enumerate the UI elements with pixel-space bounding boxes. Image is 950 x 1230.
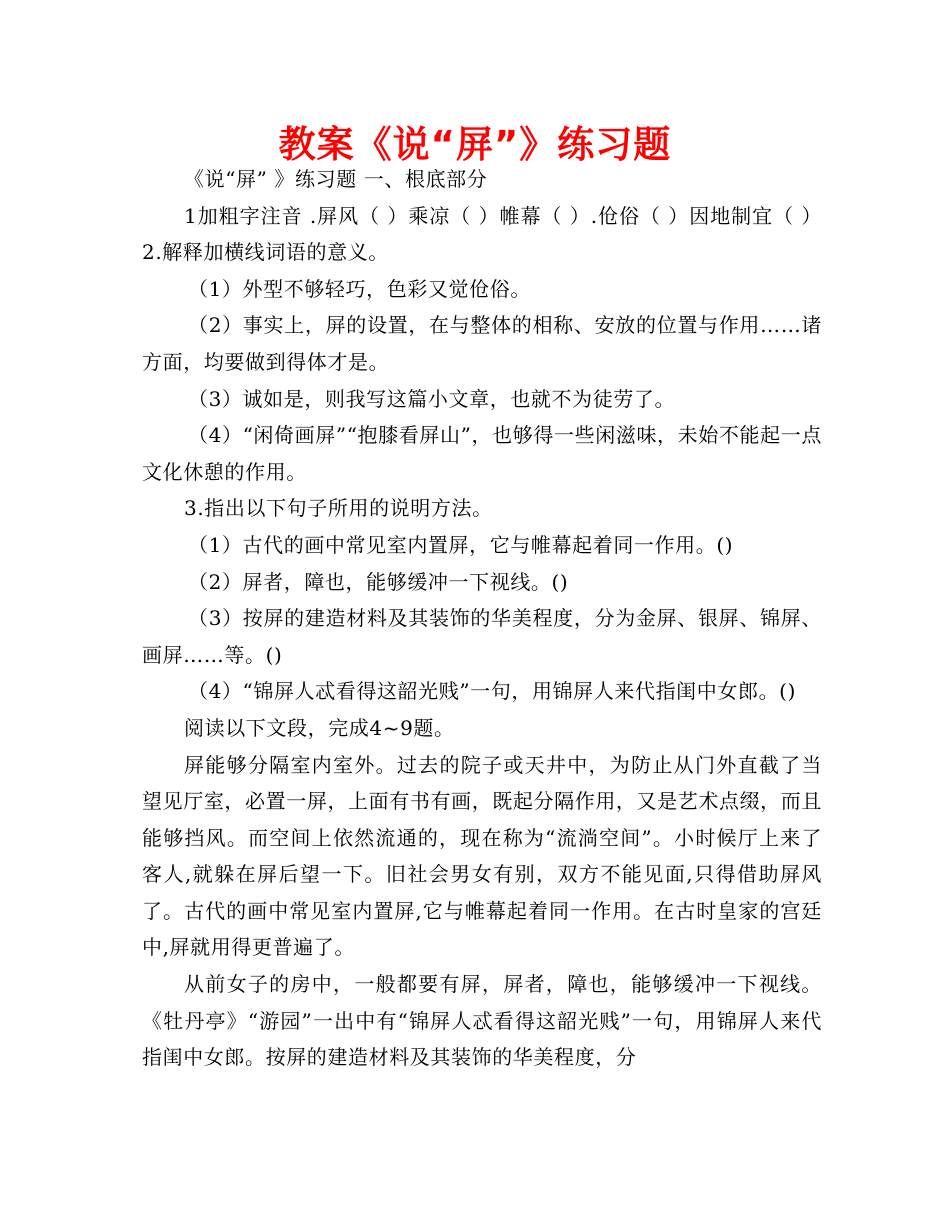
question-2-item-4: （4）“闲倚画屏”“抱膝看屏山”，也够得一些闲滋味，未始不能起一点文化休憩的作用。 — [142, 423, 822, 484]
question-3-item-4: （4）“锦屏人忒看得这韶光贱”一句，用锦屏人来代指闺中女郎。() — [188, 679, 796, 704]
question-2-item-2: （2）事实上，屏的设置，在与整体的相称、安放的位置与作用……诸方面，均要做到得体才是。 — [142, 313, 822, 374]
question-3-heading: 3.指出以下句子所用的说明方法。 — [184, 496, 493, 521]
question-1-pinyin: 1加粗字注音 .屏风（ ）乘凉（ ）帷幕（ ）.伧俗（ ）因地制宜（ ） 2.解释加横线词语的意义。 — [142, 203, 822, 265]
document-title: 教案《说“屏”》练习题 — [278, 123, 672, 166]
reading-paragraph-2: 从前女子的房中，一般都要有屏，屏者，障也，能够缓冲一下视线。《牡丹亭》“游园”一出中有“锦屏人忒看得这韶光贱”一句，用锦屏人来代指闺中女郎。按屏的建造材料及其装饰的华美程度，分 — [142, 972, 822, 1070]
question-2-item-3: （3）诚如是，则我写这篇小文章，也就不为徒劳了。 — [188, 386, 676, 411]
question-3-item-1: （1）古代的画中常见室内置屏，它与帷幕起着同一作用。() — [188, 532, 734, 557]
document-body — [142, 161, 822, 1076]
question-3-item-2: （2）屏者，障也，能够缓冲一下视线。() — [188, 569, 569, 594]
reading-instruction: 阅读以下文段，完成4~9题。 — [184, 715, 455, 740]
question-2-item-1: （1）外型不够轻巧，色彩又觉伧俗。 — [188, 276, 531, 301]
section-heading: 《说“屏” 》练习题 一、根底部分 — [184, 167, 488, 191]
reading-paragraph-1: 屏能够分隔室内室外。过去的院子或天井中，为防止从门外直截了当望见厅室，必置一屏，上面有书有画，既起分隔作用，又是艺术点缀，而且能够挡风。而空间上依然流通的，现在称为“流淌空间”。小时候厅上来了客人,就躲在屏后望一下。旧社会男女有别，双方不能见面,只得借助屏风了。古代的画中常见室内置屏,它与帷幕起着同一作用。在古时皇家的宫廷中,屏就用得更普遍了。 — [142, 752, 822, 960]
question-3-item-3: （3）按屏的建造材料及其装饰的华美程度，分为金屏、银屏、锦屏、画屏……等。() — [142, 606, 822, 667]
